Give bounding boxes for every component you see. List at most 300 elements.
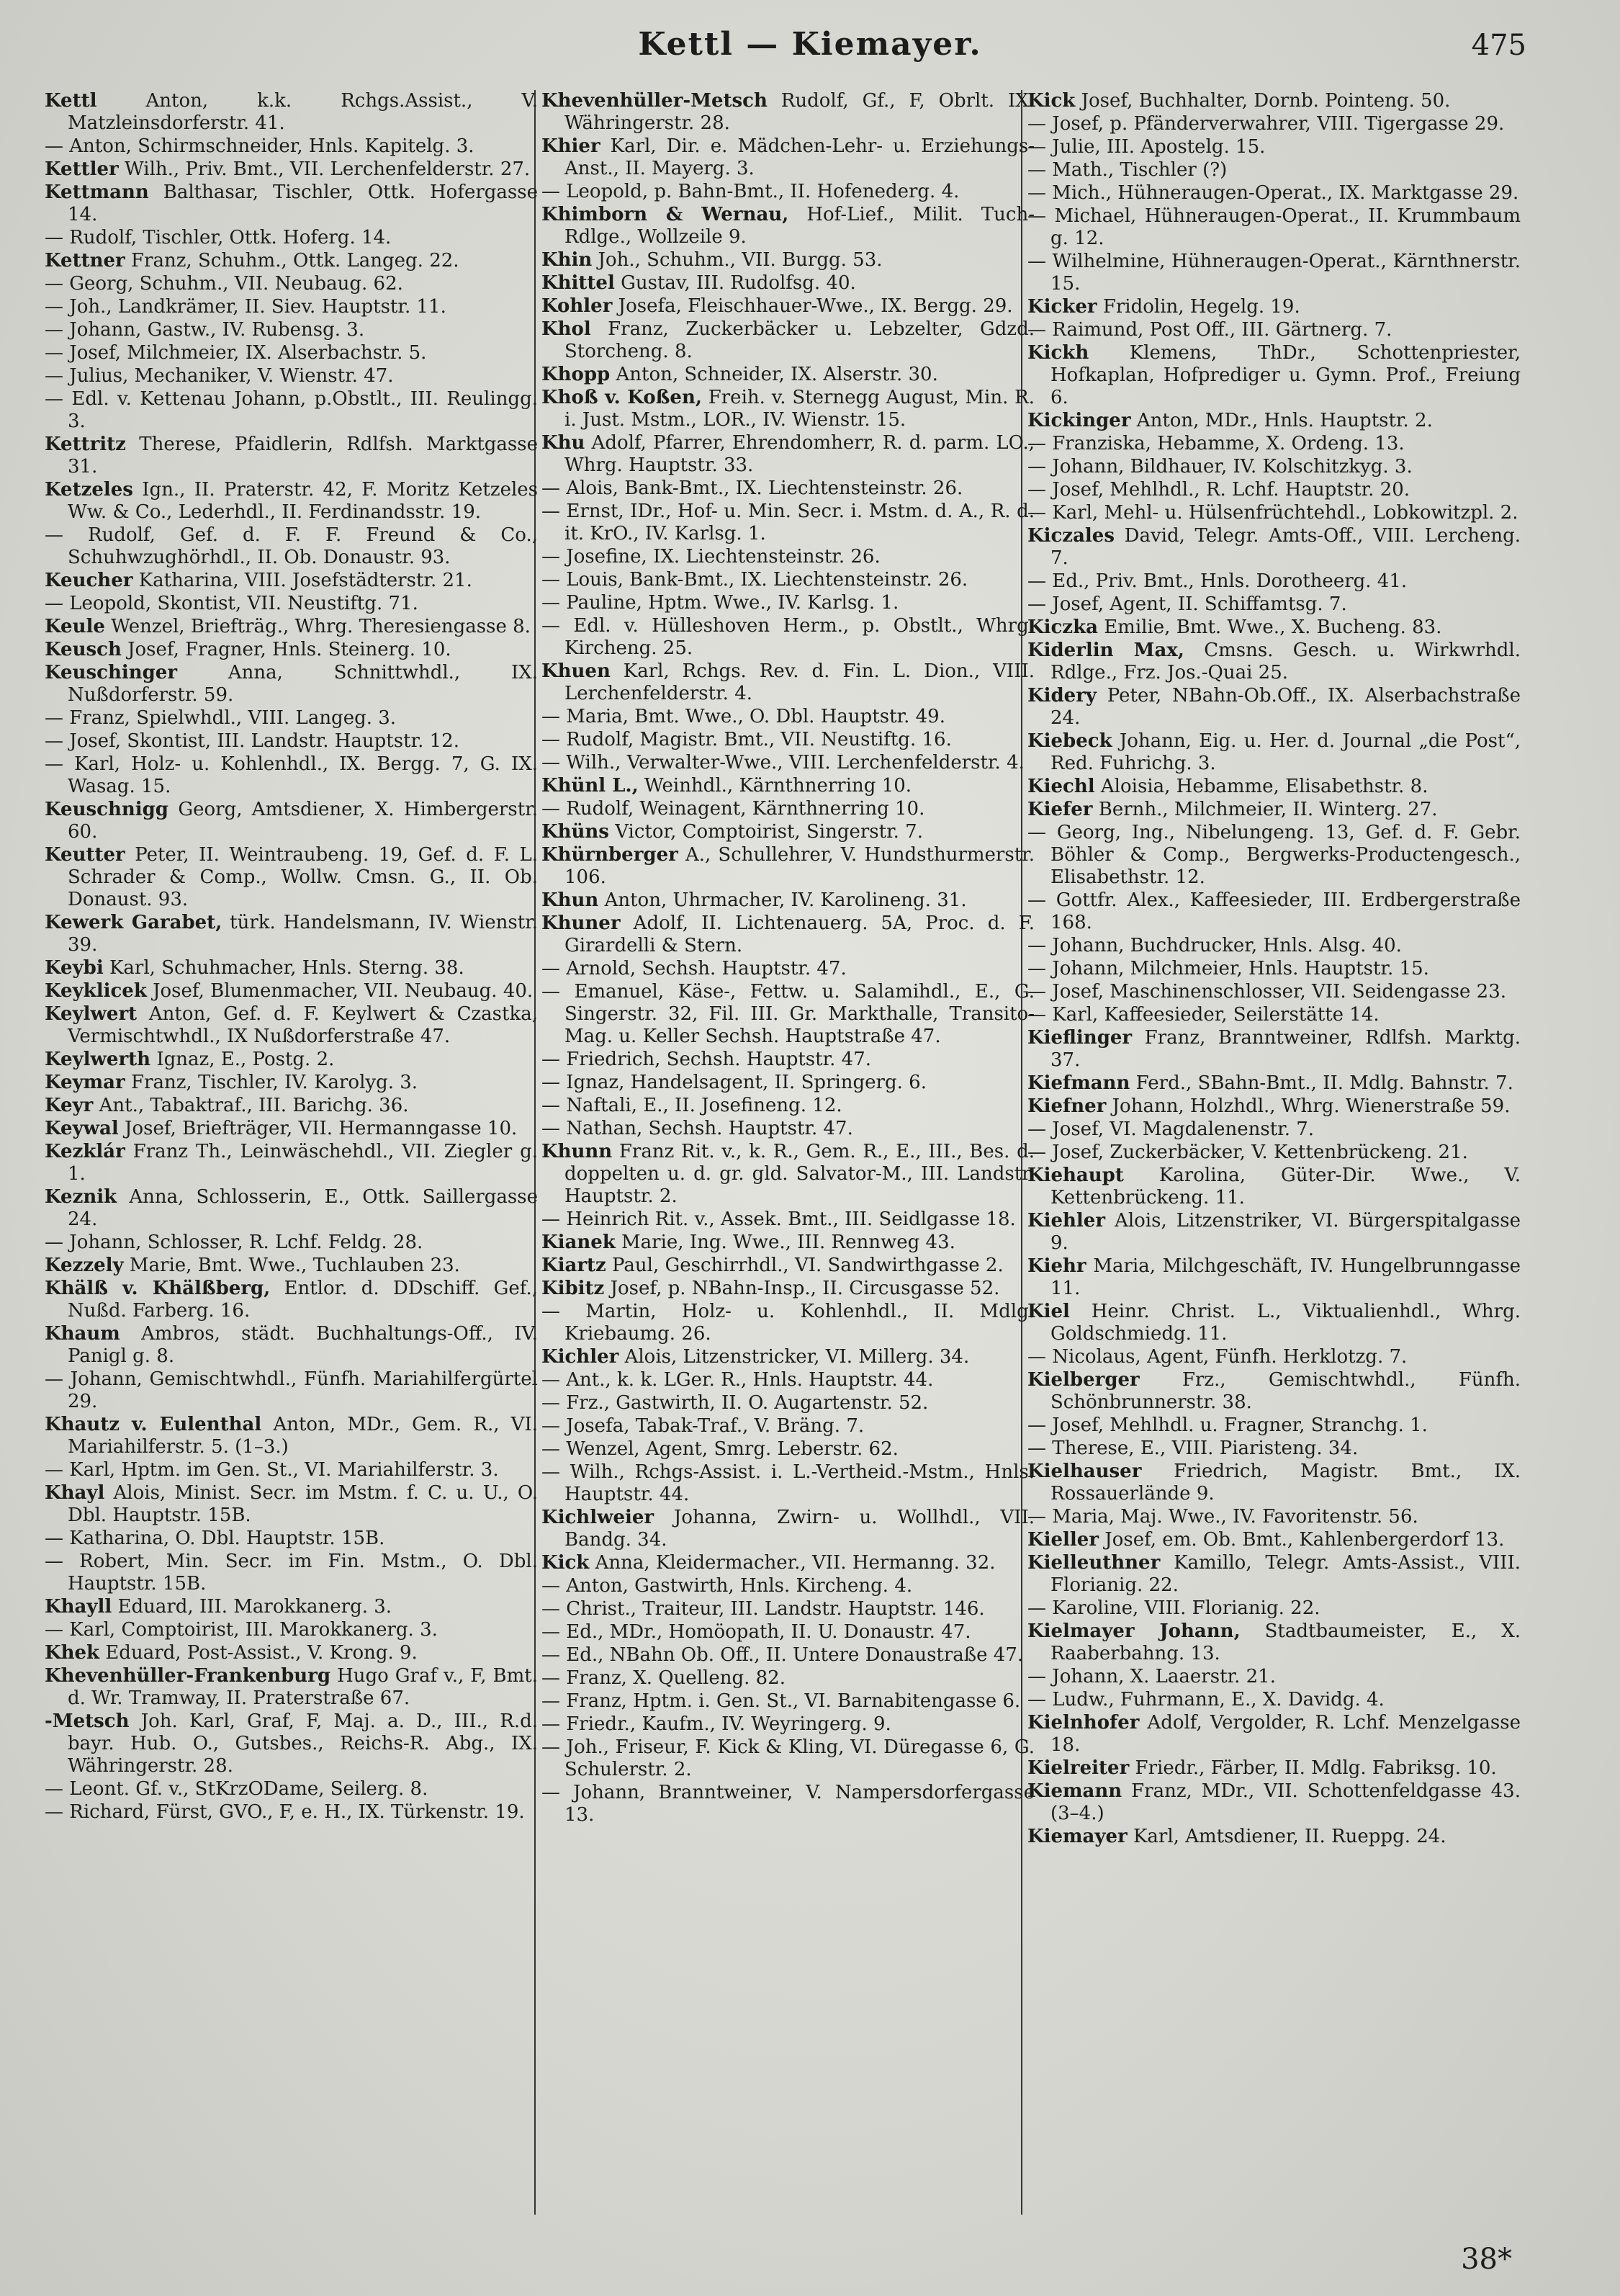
directory-entry (1027, 479, 1521, 501)
directory-entry (45, 1801, 538, 1824)
directory-entry (541, 981, 1035, 1048)
directory-entry (45, 593, 538, 615)
directory-entry (541, 1095, 1035, 1117)
directory-entry (45, 1459, 538, 1481)
directory-entry (1027, 456, 1521, 478)
directory-entry (45, 296, 538, 318)
entry-text: — Rudolf, Weinagent, Kärnthnerring 10. (541, 798, 925, 820)
entry-text: Georg, Amtsdiener, X. Himbergerstr. 60. (68, 799, 538, 843)
entry-text: — Ed., Priv. Bmt., Hnls. Dorotheerg. 41. (1027, 570, 1408, 592)
directory-entry (541, 364, 1035, 386)
entry-surname: Kezklár (45, 1141, 125, 1162)
entry-text: — Maria, Maj. Wwe., IV. Favoritenstr. 56. (1027, 1506, 1418, 1528)
directory-entry (45, 1118, 538, 1140)
entry-text: — Emanuel, Käse-, Fettw. u. Salamihdl., E., G. Singerstr. 32, Fil. III. Gr. Markthalle, Transito-Mag. u. Keller Sechsh. Hauptstraße 47. (541, 981, 1035, 1047)
entry-text: — Leopold, p. Bahn-Bmt., II. Hofenederg. 4. (541, 181, 960, 202)
directory-entry (45, 616, 538, 638)
directory-entry (45, 158, 538, 181)
entry-surname: Khautz v. Eulenthal (45, 1414, 262, 1435)
entry-text: Ignaz, E., Postg. 2. (150, 1049, 335, 1070)
entry-text: Peter, II. Weintraubeng. 19, Gef. d. F. L. Schrader & Comp., Wollw. Cmsn. G., II. Ob. Donaust. 93. (68, 844, 538, 910)
entry-text: — Ludw., Fuhrmann, E., X. Davidg. 4. (1027, 1689, 1385, 1710)
entry-surname: Keybi (45, 957, 104, 979)
entry-surname: Khevenhüller-Metsch (541, 90, 768, 112)
entry-text: — Franz, X. Quelleng. 82. (541, 1667, 786, 1689)
page-number: 475 (1471, 29, 1526, 62)
entry-text: — Friedr., Kaufm., IV. Weyringerg. 9. (541, 1713, 891, 1735)
entry-text: Alois, Litzenstricker, VI. Millerg. 34. (618, 1346, 970, 1368)
directory-entry (45, 1528, 538, 1550)
entry-surname: Kielhauser (1027, 1461, 1142, 1482)
entry-surname: Keywal (45, 1118, 119, 1139)
entry-text: — Josef, p. Pfänderverwahrer, VIII. Tigergasse 29. (1027, 113, 1505, 135)
entry-text: Johann, Eig. u. Her. d. Journal „die Post“, Red. Fuhrichg. 3. (1050, 730, 1521, 774)
directory-entry (541, 1598, 1035, 1620)
directory-entry (541, 729, 1035, 751)
directory-entry (1027, 90, 1521, 112)
directory-entry (45, 730, 538, 753)
directory-entry (541, 1208, 1035, 1231)
directory-entry (541, 90, 1035, 135)
entry-text: — Karl, Kaffeesieder, Seilerstätte 14. (1027, 1004, 1380, 1026)
entry-text: — Julie, III. Apostelg. 15. (1027, 136, 1266, 158)
directory-entry (1027, 640, 1521, 684)
entry-surname: Khaum (45, 1323, 120, 1345)
directory-entry (1027, 570, 1521, 593)
entry-text: Josef, Fragner, Hnls. Steinerg. 10. (121, 639, 451, 660)
directory-entry (1027, 342, 1521, 409)
directory-entry (45, 1482, 538, 1527)
entry-surname: Kiechl (1027, 776, 1095, 797)
entry-text: Anna, Schnittwhdl., IX. Nußdorferstr. 59. (68, 662, 538, 706)
entry-surname: Khayll (45, 1596, 112, 1618)
entry-text: Franz Th., Leinwäschehdl., VII. Ziegler g. 1. (68, 1141, 538, 1185)
entry-surname: Khopp (541, 364, 611, 385)
directory-entry (1027, 410, 1521, 432)
entry-text: — Joh., Landkrämer, II. Siev. Hauptstr. 11. (45, 296, 446, 318)
entry-text: — Karl, Hptm. im Gen. St., VI. Mariahilferstr. 3. (45, 1459, 499, 1481)
directory-entry (45, 753, 538, 798)
entry-text: — Julius, Mechaniker, V. Wienstr. 47. (45, 365, 394, 387)
entry-text: Eduard, III. Marokkanerg. 3. (112, 1596, 392, 1618)
entry-surname: Kickh (1027, 342, 1089, 364)
directory-entry (45, 524, 538, 569)
entry-surname: Kielberger (1027, 1369, 1140, 1391)
directory-entry (1027, 1826, 1521, 1848)
entry-surname: Khürnberger (541, 844, 678, 866)
directory-entry (541, 249, 1035, 272)
entry-text: Weinhdl., Kärnthnerring 10. (638, 775, 912, 797)
entry-text: — Maria, Bmt. Wwe., O. Dbl. Hauptstr. 49. (541, 706, 945, 727)
directory-entry (541, 546, 1035, 568)
entry-text: türk. Handelsmann, IV. Wienstr. 39. (68, 912, 538, 956)
directory-entry (541, 295, 1035, 318)
entry-text: Anton, MDr., Hnls. Hauptstr. 2. (1130, 410, 1433, 431)
directory-entry (1027, 525, 1521, 570)
directory-entry (45, 135, 538, 158)
directory-entry (1027, 1346, 1521, 1368)
entry-surname: Khier (541, 135, 600, 157)
entry-surname: Kiefer (1027, 799, 1093, 820)
directory-entry (541, 615, 1035, 660)
entry-text: — Ed., MDr., Homöopath, II. U. Donaustr. 47. (541, 1621, 971, 1643)
entry-surname: Khuen (541, 660, 611, 682)
entry-text: Anna, Schlosserin, E., Ottk. Saillergasse 24. (68, 1186, 538, 1230)
directory-entry (45, 1596, 538, 1618)
entry-text: Therese, Pfaidlerin, Rdlfsh. Marktgasse 31. (68, 434, 538, 477)
entry-text: Kamillo, Telegr. Amts-Assist., VIII. Florianig. 22. (1050, 1552, 1521, 1596)
directory-entry (45, 1049, 538, 1071)
entry-text: Johann, Holzhdl., Whrg. Wienerstraße 59. (1106, 1095, 1511, 1117)
entry-surname: Kiczka (1027, 616, 1098, 638)
column-1 (45, 90, 538, 2222)
entry-text: — Rudolf, Magistr. Bmt., VII. Neustiftg. 16. (541, 729, 952, 750)
entry-surname: Kezzely (45, 1255, 124, 1276)
entry-text: Freih. v. Sternegg August, Min. R. i. Just. Mstm., LOR., IV. Wienstr. 15. (564, 387, 1035, 431)
directory-entry (45, 912, 538, 956)
directory-entry (45, 434, 538, 478)
directory-entry (1027, 319, 1521, 341)
directory-entry (541, 204, 1035, 248)
entry-surname: Kiehaupt (1027, 1165, 1124, 1186)
entry-text: — Josef, Skontist, III. Landstr. Hauptstr. 12. (45, 730, 459, 752)
entry-text: Aloisia, Hebamme, Elisabethstr. 8. (1094, 776, 1428, 797)
entry-text: — Karl, Mehl- u. Hülsenfrüchtehdl., Lobkowitzpl. 2. (1027, 502, 1518, 524)
directory-entry (541, 432, 1035, 477)
directory-entry (45, 1003, 538, 1048)
entry-text: Joh. Karl, Graf, F, Maj. a. D., III., R.d. bayr. Hub. O., Gutsbes., Reichs-R. Abg., IX. Währingerstr. 28. (68, 1710, 538, 1777)
directory-entry (1027, 251, 1521, 295)
entry-surname: Khek (45, 1642, 100, 1664)
directory-entry (45, 1414, 538, 1458)
entry-text: Anton, Gef. d. F. Keylwert & Czastka, Vermischtwhdl., IX Nußdorferstraße 47. (68, 1003, 538, 1047)
entry-text: Josef, p. NBahn-Insp., II. Circusgasse 52. (604, 1278, 1000, 1299)
directory-entry (541, 1552, 1035, 1574)
entry-surname: Kettmann (45, 181, 149, 203)
entry-text: David, Telegr. Amts-Off., VIII. Lercheng. 7. (1050, 525, 1521, 569)
entry-surname: Kiemann (1027, 1780, 1122, 1802)
entry-text: Cmsns. Gesch. u. Wirkwrhdl. Rdlge., Frz. Jos.-Quai 25. (1050, 640, 1521, 683)
entry-text: Karolina, Güter-Dir. Wwe., V. Kettenbrückeng. 11. (1050, 1165, 1521, 1208)
entry-surname: Khünl L., (541, 775, 639, 797)
entry-surname: Kielleuthner (1027, 1552, 1161, 1574)
entry-text: Franz Rit. v., k. R., Gem. R., E., III., Bes. d. doppelten u. d. gr. gld. Salvator-M., III. Landstr. Hauptstr. 2. (564, 1141, 1035, 1207)
entry-text: — Frz., Gastwirth, II. O. Augartenstr. 52. (541, 1392, 929, 1414)
entry-text: — Robert, Min. Secr. im Fin. Mstm., O. Dbl. Hauptstr. 15B. (45, 1551, 538, 1595)
entry-surname: Kielnhofer (1027, 1712, 1140, 1734)
entry-text: — Therese, E., VIII. Piaristeng. 34. (1027, 1438, 1359, 1459)
directory-entry (541, 1232, 1035, 1254)
directory-entry (45, 570, 538, 592)
entry-text: Maria, Milchgeschäft, IV. Hungelbrunngasse 11. (1050, 1255, 1521, 1299)
entry-text: Franz, Zuckerbäcker u. Lebzelter, Gdzd. Storcheng. 8. (564, 318, 1035, 362)
entry-surname: Ketzeles (45, 479, 133, 501)
entry-text: — Johann, Schlosser, R. Lchf. Feldg. 28. (45, 1232, 423, 1253)
entry-text: Karl, Dir. e. Mädchen-Lehr- u. Erziehungs-Anst., II. Mayerg. 3. (564, 135, 1035, 179)
entry-surname: Khüns (541, 821, 609, 843)
directory-entry (1027, 799, 1521, 821)
directory-entry (1027, 935, 1521, 957)
entry-surname: Kichlweier (541, 1507, 654, 1528)
directory-entry (541, 1415, 1035, 1438)
directory-entry (1027, 776, 1521, 798)
directory-entry (541, 1301, 1035, 1345)
entry-text: — Wilhelmine, Hühneraugen-Operat., Kärnthnerstr. 15. (1027, 251, 1521, 295)
signature-mark: 38* (1461, 2243, 1512, 2276)
directory-entry (541, 569, 1035, 591)
entry-text: — Johann, Bildhauer, IV. Kolschitzkyg. 3. (1027, 456, 1413, 477)
directory-entry (1027, 1255, 1521, 1300)
entry-surname: Keyr (45, 1095, 94, 1116)
entry-text: Johanna, Zwirn- u. Wollhdl., VII. Bandg. 34. (564, 1507, 1035, 1551)
directory-entry (1027, 182, 1521, 205)
directory-entry (541, 706, 1035, 728)
directory-entry (1027, 1620, 1521, 1665)
directory-entry (1027, 1414, 1521, 1437)
directory-entry (541, 775, 1035, 797)
entry-surname: Khun (541, 889, 599, 911)
entry-text: Anton, MDr., Gem. R., VI. Mariahilferstr. 5. (1–3.) (68, 1414, 538, 1458)
directory-entry (1027, 616, 1521, 639)
entry-text: — Arnold, Sechsh. Hauptstr. 47. (541, 958, 847, 979)
directory-entry (1027, 1438, 1521, 1460)
entry-surname: Kick (1027, 90, 1076, 112)
directory-entry (541, 1438, 1035, 1461)
directory-entry (1027, 1004, 1521, 1026)
directory-entry (45, 342, 538, 364)
directory-entry (541, 477, 1035, 500)
directory-entry (1027, 1529, 1521, 1551)
entry-text: Frz., Gemischtwhdl., Fünfh. Schönbrunnerstr. 38. (1050, 1369, 1521, 1413)
entry-surname: Kickinger (1027, 410, 1131, 431)
directory-entry (45, 1368, 538, 1413)
entry-text: — Ed., NBahn Ob. Off., II. Untere Donaustraße 47. (541, 1644, 1024, 1666)
entry-surname: Keule (45, 616, 105, 637)
directory-entry (541, 1141, 1035, 1208)
entry-text: — Johann, Buchdrucker, Hnls. Alsg. 40. (1027, 935, 1402, 956)
entry-text: Fridolin, Hegelg. 19. (1097, 296, 1300, 318)
entry-text: Anna, Kleidermacher., VII. Hermanng. 32. (589, 1552, 996, 1574)
entry-surname: Kick (541, 1552, 590, 1574)
directory-entry (1027, 1712, 1521, 1757)
entry-text: Emilie, Bmt. Wwe., X. Bucheng. 83. (1097, 616, 1442, 638)
directory-entry (45, 365, 538, 387)
directory-entry (45, 250, 538, 272)
entry-text: — Pauline, Hptm. Wwe., IV. Karlsg. 1. (541, 592, 899, 614)
directory-entry (541, 1621, 1035, 1643)
directory-entry (541, 1255, 1035, 1277)
entry-text: — Edl. v. Kettenau Johann, p.Obstlt., III. Reulingg. 3. (45, 388, 538, 432)
directory-entry (45, 273, 538, 295)
entry-text: Adolf, II. Lichtenauerg. 5A, Proc. d. F. Girardelli & Stern. (564, 912, 1035, 956)
entry-text: Franz, Tischler, IV. Karolyg. 3. (125, 1072, 418, 1093)
entry-text: — Katharina, O. Dbl. Hauptstr. 15B. (45, 1528, 385, 1549)
entry-text: — Joh., Friseur, F. Kick & Kling, VI. Düregasse 6, G. Schulerstr. 2. (541, 1736, 1035, 1780)
directory-entry (1027, 889, 1521, 934)
directory-entry (1027, 593, 1521, 616)
entry-surname: Keylwerth (45, 1049, 151, 1070)
entry-surname: Kiderlin Max, (1027, 640, 1184, 661)
entry-text: Joh., Schuhm., VII. Burgg. 53. (592, 249, 883, 271)
directory-entry (45, 662, 538, 707)
entry-text: Rudolf, Gf., F, Obrlt. IX. Währingerstr. 28. (564, 90, 1035, 134)
directory-entry (45, 1642, 538, 1664)
entry-text: — Josef, Agent, II. Schiffamtsg. 7. (1027, 593, 1347, 615)
entry-text: — Anton, Gastwirth, Hnls. Kircheng. 4. (541, 1575, 913, 1597)
directory-entry (541, 318, 1035, 363)
entry-text: Friedrich, Magistr. Bmt., IX. Rossauerlände 9. (1050, 1461, 1521, 1504)
entry-text: Ambros, städt. Buchhaltungs-Off., IV. Panigl g. 8. (68, 1323, 538, 1367)
entry-surname: Kohler (541, 295, 613, 317)
entry-text: — Ernst, IDr., Hof- u. Min. Secr. i. Mstm. d. A., R. d. it. KrO., IV. Karlsg. 1. (541, 501, 1035, 544)
entry-text: — Michael, Hühneraugen-Operat., II. Krummbaum g. 12. (1027, 205, 1521, 249)
directory-entry (1027, 822, 1521, 889)
entry-text: — Johann, X. Laaerstr. 21. (1027, 1666, 1276, 1687)
directory-entry (45, 388, 538, 433)
entry-text: — Johann, Branntweiner, V. Nampersdorfergasse 13. (541, 1782, 1035, 1826)
entry-text: Marie, Ing. Wwe., III. Rennweg 43. (615, 1232, 955, 1253)
directory-entry (45, 1619, 538, 1641)
directory-entry (45, 707, 538, 730)
entry-text: — Math., Tischler (?) (1027, 159, 1228, 181)
directory-entry (1027, 1689, 1521, 1711)
entry-text: Franz, MDr., VII. Schottenfeldgasse 43. (3–4.) (1050, 1780, 1521, 1824)
entry-surname: -Metsch (45, 1710, 130, 1732)
directory-entry (1027, 1461, 1521, 1505)
directory-entry (541, 1736, 1035, 1781)
entry-surname: Khuner (541, 912, 621, 934)
entry-text: — Georg, Ing., Nibelungeng. 13, Gef. d. F. Gebr. Böhler & Comp., Bergwerks-Productengesch., Elisabethstr. 12. (1027, 822, 1521, 888)
directory-entry (1027, 981, 1521, 1003)
directory-entry (1027, 1552, 1521, 1597)
entry-text: Anton, Schneider, IX. Alserstr. 30. (610, 364, 938, 385)
entry-surname: Keuschnigg (45, 799, 168, 820)
entry-text: — Josef, VI. Magdalenenstr. 7. (1027, 1118, 1315, 1140)
directory-entry (1027, 1666, 1521, 1688)
entry-text: — Nicolaus, Agent, Fünfh. Herklotzg. 7. (1027, 1346, 1408, 1368)
entry-text: Klemens, ThDr., Schottenpriester, Hofkaplan, Hofprediger u. Gymn. Prof., Freiung 6. (1050, 342, 1521, 408)
directory-entry (541, 181, 1035, 203)
directory-entry (1027, 205, 1521, 250)
entry-text: — Richard, Fürst, GVO., F, e. H., IX. Türkenstr. 19. (45, 1801, 525, 1823)
entry-text: — Ignaz, Handelsagent, II. Springerg. 6. (541, 1072, 927, 1093)
entry-surname: Keucher (45, 570, 133, 591)
directory-entry (45, 1278, 538, 1322)
entry-surname: Keyklicek (45, 980, 147, 1002)
entry-text: — Karl, Holz- u. Kohlenhdl., IX. Bergg. 7, G. IX. Wasag. 15. (45, 753, 538, 797)
entry-text: — Wilh., Verwalter-Wwe., VIII. Lerchenfelderstr. 4. (541, 752, 1025, 773)
entry-text: — Josefa, Tabak-Traf., V. Bräng. 7. (541, 1415, 865, 1437)
entry-surname: Kiartz (541, 1255, 606, 1276)
entry-text: Ign., II. Praterstr. 42, F. Moritz Ketzeles Ww. & Co., Lederhdl., II. Ferdinandsstr. 19. (68, 479, 538, 523)
directory-entry (1027, 113, 1521, 135)
directory-entry (541, 660, 1035, 705)
entry-text: Balthasar, Tischler, Ottk. Hofergasse 14. (68, 181, 538, 225)
directory-entry (1027, 730, 1521, 775)
entry-text: Alois, Litzenstriker, VI. Bürgerspitalgasse 9. (1050, 1210, 1521, 1254)
directory-entry (45, 1072, 538, 1094)
entry-surname: Kiefmann (1027, 1072, 1130, 1094)
directory-entry (1027, 1095, 1521, 1118)
entry-surname: Kielreiter (1027, 1757, 1130, 1779)
entry-text: Hof-Lief., Milit. Tuch-Rdlge., Wollzeile 9. (564, 204, 1035, 248)
directory-entry (1027, 1757, 1521, 1780)
entry-surname: Khoß v. Koßen, (541, 387, 702, 408)
entry-text: Stadtbaumeister, E., X. Raaberbahng. 13. (1050, 1620, 1521, 1664)
directory-entry (1027, 136, 1521, 158)
directory-entry (45, 181, 538, 226)
entry-text: — Johann, Milchmeier, Hnls. Hauptstr. 15. (1027, 958, 1429, 979)
entry-text: Heinr. Christ. L., Viktualienhdl., Whrg. Goldschmiedg. 11. (1050, 1301, 1521, 1345)
directory-entry (541, 798, 1035, 820)
directory-entry (541, 1118, 1035, 1140)
directory-entry (541, 1690, 1035, 1713)
entry-text: Josef, Blumenmacher, VII. Neubaug. 40. (146, 980, 534, 1002)
entry-text: Wilh., Priv. Bmt., VII. Lerchenfelderstr. 27. (118, 158, 531, 180)
directory-entry (45, 1778, 538, 1801)
entry-surname: Kieller (1027, 1529, 1099, 1551)
entry-text: Alois, Minist. Secr. im Mstm. f. C. u. U., O. Dbl. Hauptstr. 15B. (68, 1482, 538, 1526)
entry-text: — Leopold, Skontist, VII. Neustiftg. 71. (45, 593, 418, 614)
entry-text: — Josef, Maschinenschlosser, VII. Seidengasse 23. (1027, 981, 1507, 1003)
entry-surname: Khevenhüller-Frankenburg (45, 1665, 331, 1687)
entry-text: Karl, Schuhmacher, Hnls. Sterng. 38. (103, 957, 464, 979)
entry-text: Peter, NBahn-Ob.Off., IX. Alserbachstraße 24. (1050, 685, 1521, 729)
entry-text: A., Schullehrer, V. Hundsthurmerstr. 106. (564, 844, 1035, 888)
entry-surname: Keusch (45, 639, 122, 660)
entry-text: Bernh., Milchmeier, II. Winterg. 27. (1092, 799, 1438, 820)
entry-text: — Josefine, IX. Liechtensteinstr. 26. (541, 546, 881, 568)
directory-entry (541, 1278, 1035, 1300)
directory-entry (1027, 685, 1521, 730)
entry-surname: Kettler (45, 158, 119, 180)
directory-entry (1027, 1072, 1521, 1095)
directory-entry (541, 1369, 1035, 1391)
entry-text: — Ant., k. k. LGer. R., Hnls. Hauptstr. 44. (541, 1369, 934, 1391)
entry-surname: Kieflinger (1027, 1027, 1133, 1049)
directory-entry (541, 1782, 1035, 1826)
entry-text: Karl, Rchgs. Rev. d. Fin. L. Dion., VIII. Lerchenfelderstr. 4. (564, 660, 1035, 704)
directory-entry (541, 1644, 1035, 1667)
directory-entry (1027, 1597, 1521, 1620)
entry-text: Victor, Comptoirist, Singerstr. 7. (608, 821, 923, 843)
entry-surname: Kewerk Garabet, (45, 912, 222, 933)
directory-entry (1027, 1780, 1521, 1825)
running-head-title: Kettl — Kiemayer. (638, 26, 982, 63)
entry-text: — Franz, Hptm. i. Gen. St., VI. Barnabitengasse 6. (541, 1690, 1021, 1712)
directory-entry (1027, 296, 1521, 318)
entry-text: — Raimund, Post Off., III. Gärtnerg. 7. (1027, 319, 1392, 341)
directory-entry (45, 957, 538, 979)
entry-text: Anton, Uhrmacher, IV. Karolineng. 31. (598, 889, 967, 911)
entry-surname: Khayl (45, 1482, 105, 1504)
entry-text: — Alois, Bank-Bmt., IX. Liechtensteinstr. 26. (541, 477, 963, 499)
entry-text: — Rudolf, Tischler, Ottk. Hoferg. 14. (45, 227, 392, 248)
directory-entry (45, 1551, 538, 1595)
entry-text: Josef, em. Ob. Bmt., Kahlenbergerdorf 13. (1099, 1529, 1505, 1551)
directory-entry (541, 889, 1035, 912)
entry-text: Wenzel, Briefträg., Whrg. Theresiengasse 8. (104, 616, 531, 637)
entry-surname: Khu (541, 432, 585, 454)
entry-surname: Keznik (45, 1186, 117, 1208)
directory-entry (45, 1255, 538, 1277)
entry-text: Josef, Buchhalter, Dornb. Pointeng. 50. (1075, 90, 1451, 112)
directory-entry (1027, 159, 1521, 181)
entry-text: — Karoline, VIII. Florianig. 22. (1027, 1597, 1320, 1619)
entry-text: — Karl, Comptoirist, III. Marokkanerg. 3. (45, 1619, 438, 1641)
directory-entry (45, 844, 538, 911)
entry-surname: Kicker (1027, 296, 1097, 318)
